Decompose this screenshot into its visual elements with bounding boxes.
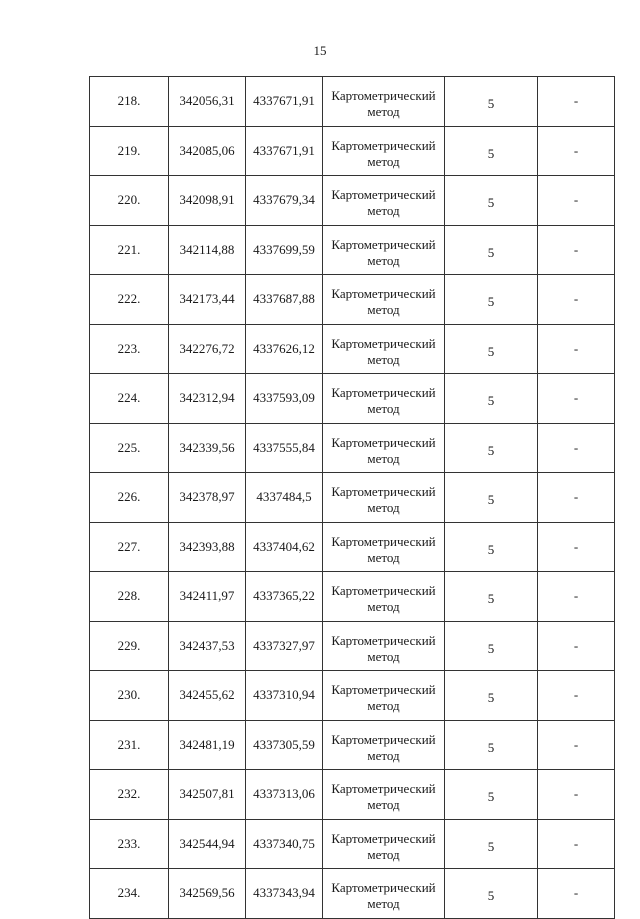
table-row xyxy=(90,770,615,820)
method-line-2: метод xyxy=(367,747,400,763)
y-coordinate-cell: 4337626,12 xyxy=(246,324,323,374)
method-line-1: Картометрический xyxy=(331,335,436,351)
note-cell: - xyxy=(538,225,615,275)
table-row xyxy=(90,324,615,374)
method-line-1: Картометрический xyxy=(331,187,436,203)
coordinates-table xyxy=(89,76,615,919)
method-line-1: Картометрический xyxy=(331,484,436,500)
coordinates-table-body xyxy=(90,77,615,919)
method-line-1: Картометрический xyxy=(331,781,436,797)
method-cell xyxy=(323,473,445,523)
y-coordinate-cell: 4337593,09 xyxy=(246,374,323,424)
method-cell xyxy=(323,275,445,325)
method-line-1: Картометрический xyxy=(331,533,436,549)
note-cell: - xyxy=(538,869,615,919)
method-cell xyxy=(323,621,445,671)
accuracy-cell: 5 xyxy=(445,176,538,226)
note-cell: - xyxy=(538,324,615,374)
table-row xyxy=(90,720,615,770)
x-coordinate-cell: 342312,94 xyxy=(169,374,246,424)
note-cell: - xyxy=(538,671,615,721)
note-cell: - xyxy=(538,572,615,622)
method-cell xyxy=(323,225,445,275)
y-coordinate-cell: 4337671,91 xyxy=(246,126,323,176)
page-number: 15 xyxy=(313,43,327,58)
accuracy-cell: 5 xyxy=(445,374,538,424)
accuracy-cell: 5 xyxy=(445,473,538,523)
accuracy-cell: 5 xyxy=(445,225,538,275)
x-coordinate-cell: 342339,56 xyxy=(169,423,246,473)
x-coordinate-cell: 342276,72 xyxy=(169,324,246,374)
table-row xyxy=(90,77,615,127)
method-line-1: Картометрический xyxy=(331,880,436,896)
x-coordinate-cell: 342455,62 xyxy=(169,671,246,721)
accuracy-cell: 5 xyxy=(445,572,538,622)
note-cell: - xyxy=(538,176,615,226)
note-cell: - xyxy=(538,275,615,325)
accuracy-cell: 5 xyxy=(445,621,538,671)
method-cell xyxy=(323,176,445,226)
method-line-1: Картометрический xyxy=(331,830,436,846)
y-coordinate-cell: 4337305,59 xyxy=(246,720,323,770)
accuracy-cell: 5 xyxy=(445,324,538,374)
y-coordinate-cell: 4337555,84 xyxy=(246,423,323,473)
accuracy-cell: 5 xyxy=(445,770,538,820)
method-line-1: Картометрический xyxy=(331,731,436,747)
method-line-1: Картометрический xyxy=(331,682,436,698)
point-number-cell: 228. xyxy=(90,572,169,622)
y-coordinate-cell: 4337365,22 xyxy=(246,572,323,622)
point-number-cell: 220. xyxy=(90,176,169,226)
x-coordinate-cell: 342114,88 xyxy=(169,225,246,275)
x-coordinate-cell: 342378,97 xyxy=(169,473,246,523)
point-number-cell: 227. xyxy=(90,522,169,572)
y-coordinate-cell: 4337310,94 xyxy=(246,671,323,721)
accuracy-cell: 5 xyxy=(445,522,538,572)
note-cell: - xyxy=(538,819,615,869)
y-coordinate-cell: 4337679,34 xyxy=(246,176,323,226)
note-cell: - xyxy=(538,621,615,671)
method-line-1: Картометрический xyxy=(331,583,436,599)
table-row xyxy=(90,869,615,919)
x-coordinate-cell: 342437,53 xyxy=(169,621,246,671)
table-row xyxy=(90,423,615,473)
point-number-cell: 225. xyxy=(90,423,169,473)
table-row xyxy=(90,819,615,869)
table-row xyxy=(90,176,615,226)
table-row xyxy=(90,126,615,176)
y-coordinate-cell: 4337699,59 xyxy=(246,225,323,275)
method-line-1: Картометрический xyxy=(331,236,436,252)
method-cell xyxy=(323,819,445,869)
x-coordinate-cell: 342085,06 xyxy=(169,126,246,176)
method-cell xyxy=(323,324,445,374)
method-line-2: метод xyxy=(367,599,400,615)
table-row xyxy=(90,275,615,325)
x-coordinate-cell: 342393,88 xyxy=(169,522,246,572)
point-number-cell: 222. xyxy=(90,275,169,325)
accuracy-cell: 5 xyxy=(445,126,538,176)
table-row xyxy=(90,473,615,523)
y-coordinate-cell: 4337687,88 xyxy=(246,275,323,325)
point-number-cell: 233. xyxy=(90,819,169,869)
x-coordinate-cell: 342507,81 xyxy=(169,770,246,820)
method-line-2: метод xyxy=(367,648,400,664)
table-row xyxy=(90,374,615,424)
x-coordinate-cell: 342411,97 xyxy=(169,572,246,622)
accuracy-cell: 5 xyxy=(445,819,538,869)
note-cell: - xyxy=(538,770,615,820)
method-line-2: метод xyxy=(367,698,400,714)
x-coordinate-cell: 342569,56 xyxy=(169,869,246,919)
accuracy-cell: 5 xyxy=(445,720,538,770)
point-number-cell: 219. xyxy=(90,126,169,176)
point-number-cell: 234. xyxy=(90,869,169,919)
method-line-2: метод xyxy=(367,351,400,367)
accuracy-cell: 5 xyxy=(445,77,538,127)
point-number-cell: 226. xyxy=(90,473,169,523)
method-line-2: метод xyxy=(367,153,400,169)
y-coordinate-cell: 4337327,97 xyxy=(246,621,323,671)
method-cell xyxy=(323,869,445,919)
method-line-2: метод xyxy=(367,450,400,466)
method-line-1: Картометрический xyxy=(331,88,436,104)
method-line-2: метод xyxy=(367,549,400,565)
note-cell: - xyxy=(538,720,615,770)
point-number-cell: 223. xyxy=(90,324,169,374)
method-cell xyxy=(323,374,445,424)
accuracy-cell: 5 xyxy=(445,869,538,919)
point-number-cell: 229. xyxy=(90,621,169,671)
method-line-2: метод xyxy=(367,203,400,219)
note-cell: - xyxy=(538,374,615,424)
method-line-1: Картометрический xyxy=(331,632,436,648)
method-line-2: метод xyxy=(367,252,400,268)
note-cell: - xyxy=(538,77,615,127)
method-line-1: Картометрический xyxy=(331,286,436,302)
point-number-cell: 224. xyxy=(90,374,169,424)
y-coordinate-cell: 4337671,91 xyxy=(246,77,323,127)
method-cell xyxy=(323,522,445,572)
x-coordinate-cell: 342173,44 xyxy=(169,275,246,325)
table-row xyxy=(90,621,615,671)
x-coordinate-cell: 342481,19 xyxy=(169,720,246,770)
method-line-2: метод xyxy=(367,401,400,417)
method-line-2: метод xyxy=(367,797,400,813)
method-line-2: метод xyxy=(367,846,400,862)
accuracy-cell: 5 xyxy=(445,671,538,721)
method-cell xyxy=(323,77,445,127)
method-cell xyxy=(323,671,445,721)
method-cell xyxy=(323,126,445,176)
method-cell xyxy=(323,770,445,820)
method-line-1: Картометрический xyxy=(331,434,436,450)
point-number-cell: 221. xyxy=(90,225,169,275)
method-cell xyxy=(323,572,445,622)
note-cell: - xyxy=(538,126,615,176)
method-line-2: метод xyxy=(367,302,400,318)
y-coordinate-cell: 4337343,94 xyxy=(246,869,323,919)
accuracy-cell: 5 xyxy=(445,275,538,325)
x-coordinate-cell: 342544,94 xyxy=(169,819,246,869)
point-number-cell: 218. xyxy=(90,77,169,127)
method-line-2: метод xyxy=(367,896,400,912)
method-line-2: метод xyxy=(367,104,400,120)
y-coordinate-cell: 4337404,62 xyxy=(246,522,323,572)
point-number-cell: 231. xyxy=(90,720,169,770)
y-coordinate-cell: 4337484,5 xyxy=(246,473,323,523)
x-coordinate-cell: 342098,91 xyxy=(169,176,246,226)
method-cell xyxy=(323,720,445,770)
x-coordinate-cell: 342056,31 xyxy=(169,77,246,127)
note-cell: - xyxy=(538,473,615,523)
method-cell xyxy=(323,423,445,473)
method-line-2: метод xyxy=(367,500,400,516)
table-row xyxy=(90,522,615,572)
method-line-1: Картометрический xyxy=(331,385,436,401)
accuracy-cell: 5 xyxy=(445,423,538,473)
table-row xyxy=(90,572,615,622)
note-cell: - xyxy=(538,423,615,473)
table-row xyxy=(90,225,615,275)
y-coordinate-cell: 4337313,06 xyxy=(246,770,323,820)
note-cell: - xyxy=(538,522,615,572)
y-coordinate-cell: 4337340,75 xyxy=(246,819,323,869)
method-line-1: Картометрический xyxy=(331,137,436,153)
table-row xyxy=(90,671,615,721)
point-number-cell: 230. xyxy=(90,671,169,721)
point-number-cell: 232. xyxy=(90,770,169,820)
